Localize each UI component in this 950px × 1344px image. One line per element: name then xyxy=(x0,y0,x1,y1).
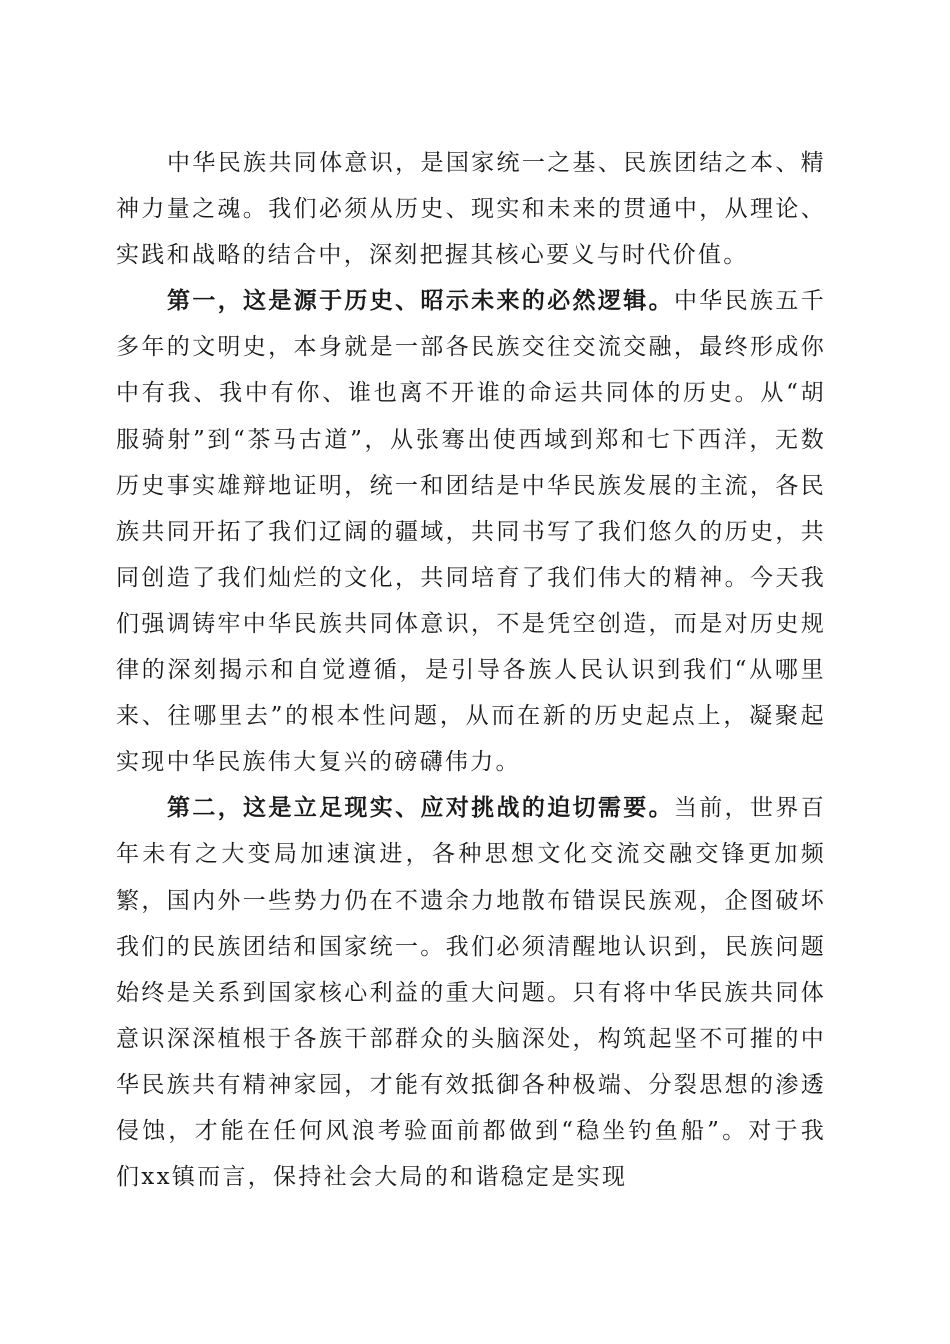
paragraph-text: 当前，世界百年未有之大变局加速演进，各种思想文化交流交融交锋更加频繁，国内外一些势力仍在不遗余力地散布错误民族观，企图破坏我们的民族团结和国家统一。我们必须清醒地认识到，民族问题始终是关系到国家核心利益的重大问题。只有将中华民族共同体意识深深植根于各族干部群众的头脑深处，构筑起坚不可摧的中华民族共有精神家园，才能有效抵御各种极端、分裂思想的渗透侵蚀，才能在任何风浪考验面前都做到“稳坐钓鱼船”。对于我们xx镇而言，保持社会大局的和谐稳定是实现 xyxy=(116,795,826,1191)
paragraph-intro xyxy=(116,140,826,278)
paragraph-lead: 第二，这是立足现实、应对挑战的迫切需要。 xyxy=(167,794,674,822)
document-body xyxy=(116,140,826,1200)
paragraph-lead: 第一，这是源于历史、昭示未来的必然逻辑。 xyxy=(167,287,674,315)
paragraph-second-point xyxy=(116,785,826,1200)
paragraph-first-point xyxy=(116,278,826,785)
paragraph-text: 中华民族五千多年的文明史，本身就是一部各民族交往交流交融，最终形成你中有我、我中有你、谁也离不开谁的命运共同体的历史。从“胡服骑射”到“茶马古道”，从张骞出使西域到郑和七下西洋，无数历史事实雄辩地证明，统一和团结是中华民族发展的主流，各民族共同开拓了我们辽阔的疆域，共同书写了我们悠久的历史，共同创造了我们灿烂的文化，共同培育了我们伟大的精神。今天我们强调铸牢中华民族共同体意识，不是凭空创造，而是对历史规律的深刻揭示和自觉遵循，是引导各族人民认识到我们“从哪里来、往哪里去”的根本性问题，从而在新的历史起点上，凝聚起实现中华民族伟大复兴的磅礴伟力。 xyxy=(116,288,826,776)
paragraph-text: 中华民族共同体意识，是国家统一之基、民族团结之本、精神力量之魂。我们必须从历史、现实和未来的贯通中，从理论、实践和战略的结合中，深刻把握其核心要义与时代价值。 xyxy=(116,150,826,269)
